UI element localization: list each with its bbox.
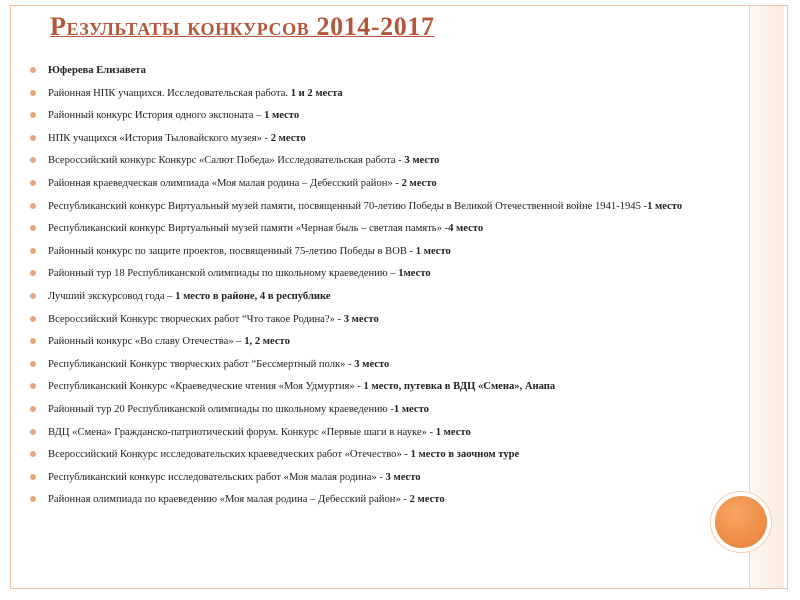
slide-title: Результаты конкурсов 2014-2017 [50, 12, 435, 41]
list-item [30, 313, 745, 326]
item-result: 2 место [409, 494, 445, 506]
item-text: ВДЦ «Смена» Гражданско-патриотический форум. Конкурс «Первые шаги в науке» - [48, 426, 436, 438]
list-item [30, 267, 745, 280]
item-result: Юферева Елизавета [48, 65, 146, 76]
bullet-icon [30, 112, 36, 118]
item-result: 1 место [415, 245, 451, 257]
item-result: 1 место [264, 110, 300, 122]
bullet-icon [30, 451, 36, 457]
item-result: 1 место в заочном туре [410, 449, 520, 461]
bullet-icon [30, 248, 36, 254]
item-text: Районная НПК учащихся. Исследовательская работа. [48, 87, 291, 99]
item-text: Районный конкурс по защите проектов, посвященный 75-летию Победы в ВОВ - [48, 245, 416, 257]
list-item [30, 426, 745, 439]
item-result: 1 место [393, 403, 429, 415]
list-item [30, 154, 745, 167]
list-item [30, 358, 745, 371]
item-result: 3 место [385, 471, 421, 483]
item-text: Всероссийский Конкурс творческих работ “Что такое Родина?» - [48, 313, 344, 325]
bullet-icon [30, 225, 36, 231]
list-item [30, 64, 745, 77]
bullet-icon [30, 361, 36, 367]
list-item [30, 177, 745, 190]
item-text: Республиканский конкурс исследовательских работ «Моя малая родина» - [48, 471, 386, 483]
item-result: 1 место [435, 426, 471, 438]
bullet-icon [30, 316, 36, 322]
item-result: 1 и 2 места [290, 87, 343, 99]
bullet-icon [30, 496, 36, 502]
item-text: Районная олимпиада по краеведению «Моя малая родина – Дебесский район» - [48, 494, 410, 506]
list-item [30, 493, 745, 506]
item-result: 1 место, путевка в ВДЦ «Смена», Анапа [363, 381, 556, 393]
list-item [30, 200, 745, 213]
item-result: 1, 2 место [244, 336, 290, 348]
list-item [30, 132, 745, 145]
item-result: 1 место в районе, 4 в республике [175, 290, 331, 302]
item-result: 2 место [401, 177, 437, 189]
item-result: 4 место [448, 223, 484, 235]
bullet-icon [30, 383, 36, 389]
item-result: 1 место [647, 200, 683, 212]
item-text: Лучший экскурсовод года – [48, 290, 176, 302]
bullet-icon [30, 180, 36, 186]
item-text: Всероссийский Конкурс исследовательских краеведческих работ «Отечество» - [48, 449, 411, 461]
list-item [30, 245, 745, 258]
list-item [30, 222, 745, 235]
list-item [30, 471, 745, 484]
item-result: 3 место [404, 155, 440, 167]
bullet-icon [30, 90, 36, 96]
item-text: Республиканский конкурс Виртуальный музей памяти, посвященный 70-летию Победы в Великой Отечественной войне 1941-1945 - [48, 200, 648, 212]
item-result: 2 место [270, 132, 306, 144]
bullet-icon [30, 293, 36, 299]
bullet-icon [30, 270, 36, 276]
bullet-icon [30, 474, 36, 480]
item-text: Республиканский Конкурс творческих работ “Бессмертный полк» - [48, 358, 355, 370]
list-item [30, 448, 745, 461]
bullet-icon [30, 157, 36, 163]
results-list [30, 64, 745, 516]
bullet-icon [30, 67, 36, 73]
bullet-icon [30, 429, 36, 435]
item-text: Всероссийский конкурс Конкурс «Салют Победа» Исследовательская работа - [48, 155, 405, 167]
bullet-icon [30, 406, 36, 412]
list-item [30, 335, 745, 348]
list-item [30, 109, 745, 122]
bullet-icon [30, 135, 36, 141]
item-result: 1место [398, 268, 431, 280]
item-result: 3 место [343, 313, 379, 325]
list-item [30, 403, 745, 416]
list-item [30, 290, 745, 303]
bullet-icon [30, 203, 36, 209]
item-text: НПК учащихся «История Тыловайского музея» - [48, 132, 271, 144]
list-item [30, 87, 745, 100]
item-text: Республиканский конкурс Виртуальный музей памяти «Черная быль – светлая память» - [48, 223, 449, 235]
bullet-icon [30, 338, 36, 344]
item-text: Районная краеведческая олимпиада «Моя малая родина – Дебесский район» - [48, 177, 402, 189]
item-result: 3 место [354, 358, 390, 370]
item-text: Районный тур 20 Республиканской олимпиады по школьному краеведению - [48, 403, 394, 415]
item-text: Районный конкурс «Во славу Отечества» – [48, 336, 245, 348]
item-text: Республиканский Конкурс «Краеведческие чтения «Моя Удмуртия» - [48, 381, 364, 393]
item-text: Районный тур 18 Республиканской олимпиады по школьному краеведению – [48, 268, 399, 280]
list-item [30, 380, 745, 393]
item-text: Районный конкурс История одного экспоната – [48, 110, 265, 122]
